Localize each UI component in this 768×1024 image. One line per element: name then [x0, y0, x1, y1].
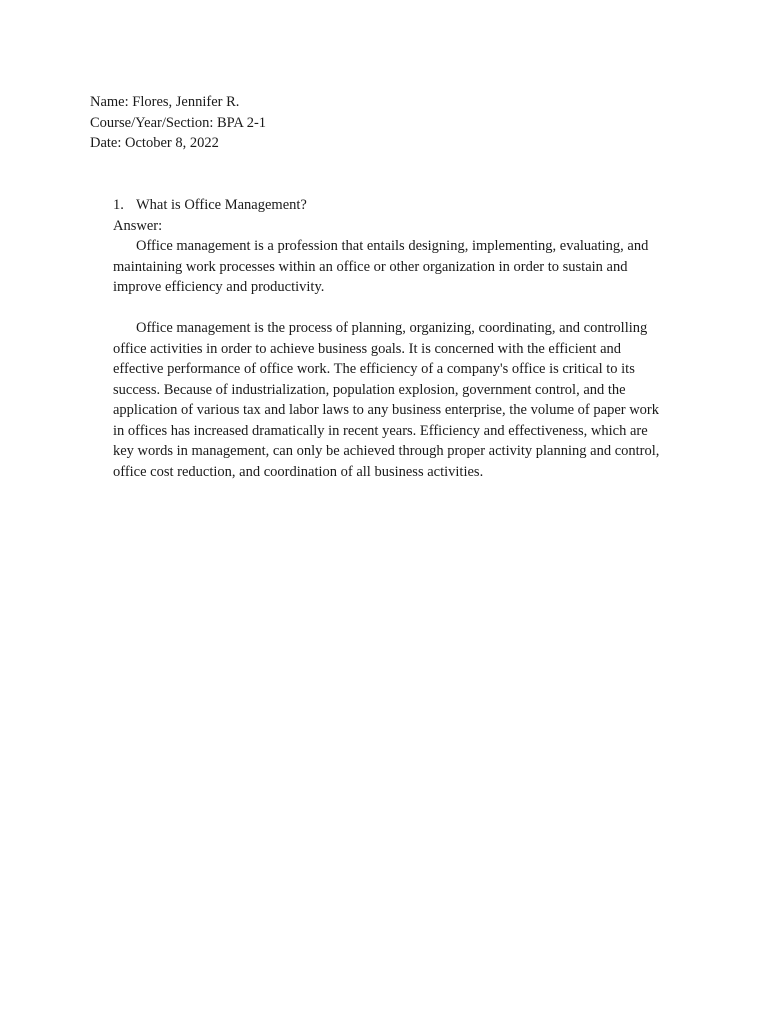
question-heading [113, 195, 673, 216]
answer-paragraph-1: Office management is a profession that entails designing, implementing, evaluating, and maintaining work processes within an office or other organization in order to sustain and improve efficiency and productivity. [113, 238, 649, 295]
answer-paragraph-2: Office management is the process of planning, organizing, coordinating, and controlling office activities in order to achieve business goals. It is concerned with the efficient and effective performance of office work. The efficiency of a company's office is critical to its success. Because of industrialization, population explosion, government control, and the application of various tax and labor laws to any business enterprise, the volume of paper work in offices has increased dramatically in recent years. Efficiency and effectiveness, which are key words in management, can only be achieved through proper activity planning and control, office cost reduction, and coordination of all business activities. [113, 320, 660, 480]
course-year-section: Course/Year/Section: BPA 2-1 [90, 114, 267, 131]
submission-date: Date: October 8, 2022 [90, 135, 219, 151]
question-text: What is Office Management? [136, 197, 307, 213]
answer-label: Answer: [113, 217, 163, 234]
question-number: 1. [113, 197, 124, 213]
student-info-header [90, 92, 266, 154]
question-block [113, 195, 673, 482]
student-name: Name: Flores, Jennifer R. [90, 94, 240, 110]
